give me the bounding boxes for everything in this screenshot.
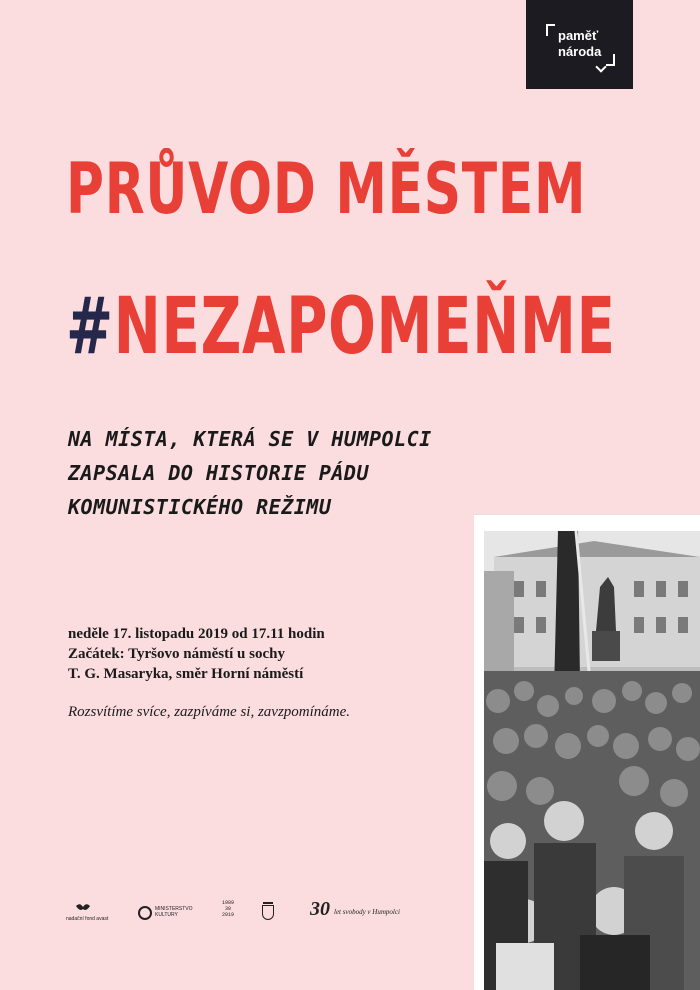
pamet-naroda-logo	[526, 0, 633, 89]
headline-line-1: PRŮVOD MĚSTEM	[66, 148, 587, 230]
hashtag-text: NEZAPOMEŇME	[113, 282, 616, 372]
ministry-line-2: KULTURY	[155, 912, 178, 918]
logo-speech-tail-icon	[595, 61, 606, 72]
event-date: neděle 17. listopadu 2019 od 17.11 hodin	[68, 626, 325, 642]
thirty-text: let svobody v Humpolci	[334, 908, 400, 916]
ministry-line-1: MINISTERSTVO	[155, 906, 193, 912]
crest-top-bar	[263, 902, 273, 904]
ministry-circle-icon	[138, 906, 152, 920]
anniversary-years	[218, 900, 238, 918]
handwritten-line-3: KOMUNISTICKÉHO REŽIMU	[68, 495, 332, 519]
handwritten-line-1: NA MÍSTA, KTERÁ SE V HUMPOLCI	[68, 427, 432, 451]
avast-bird-icon	[76, 902, 90, 912]
crest-shield-icon	[262, 905, 274, 920]
handwritten-line-2: ZAPSALA DO HISTORIE PÁDU	[68, 461, 369, 485]
event-tagline: Rozsvítíme svíce, zazpíváme si, zavzpomínáme.	[68, 704, 351, 720]
years-30: 30	[224, 906, 231, 912]
partner-avast-label: nadační fond avast	[66, 916, 109, 922]
partner-anniversary	[218, 900, 238, 918]
logo-bracket-bottom-right	[606, 54, 615, 66]
year-1989: 1989	[221, 900, 234, 906]
partner-ministry-label	[155, 906, 195, 918]
logo-line-1: paměť	[558, 28, 599, 43]
partner-humpolec-crest	[262, 900, 274, 920]
thirty-number: 30	[310, 898, 330, 920]
hashtag-symbol: #	[66, 282, 114, 372]
year-2019: 2019	[221, 912, 234, 918]
logo-line-2: národa	[558, 44, 602, 59]
event-start: Začátek: Tyršovo náměstí u sochy	[68, 646, 285, 662]
historic-crowd-photo	[484, 531, 700, 990]
headline-line-2	[66, 282, 616, 372]
historic-photo-frame	[474, 514, 700, 990]
logo-bracket-top-left	[546, 24, 555, 36]
event-route: T. G. Masaryka, směr Horní náměstí	[68, 666, 304, 682]
